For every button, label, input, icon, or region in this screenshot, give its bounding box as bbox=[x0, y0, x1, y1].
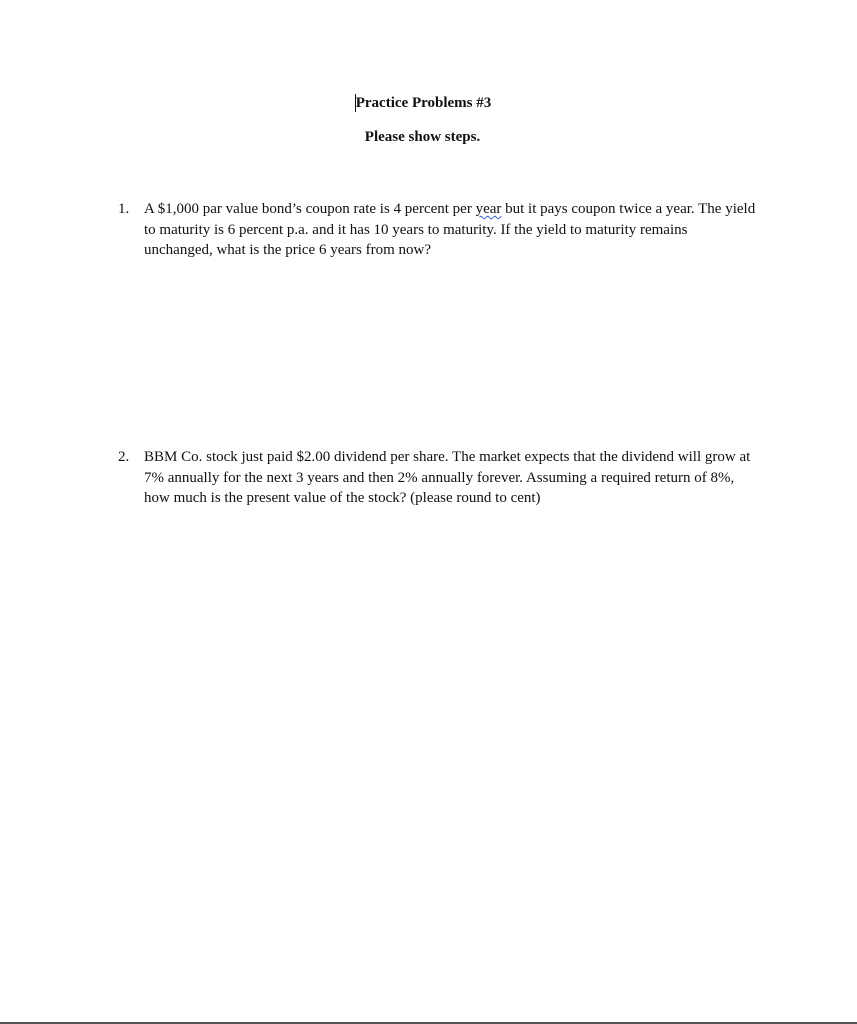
problem-text-part: A $1,000 par value bond’s coupon rate is 4 percent per bbox=[144, 201, 476, 217]
page-title bbox=[0, 93, 857, 113]
problem-text bbox=[144, 199, 758, 261]
title-text-wrapper[interactable] bbox=[356, 93, 492, 113]
problem-item-1 bbox=[118, 199, 758, 261]
spellcheck-flagged-word[interactable]: year bbox=[475, 201, 502, 217]
problem-text: BBM Co. stock just paid $2.00 dividend per share. The market expects that the dividend will grow at 7% annually for the next 3 years and then 2% annually forever. Assuming a required return of 8%, how much is the present value of the stock? (please round to cent) bbox=[144, 449, 751, 506]
problem-text-part: but it pays coupon twice a year. The yield to maturity is 6 percent p.a. and it has 10 years to maturity. If the yield to maturity remains unchanged, what is the price 6 years from now? bbox=[144, 201, 756, 258]
page-subtitle: Please show steps. bbox=[364, 129, 481, 145]
problem-item-2 bbox=[118, 447, 758, 509]
problem-number: 1. bbox=[118, 201, 130, 217]
text-cursor bbox=[355, 94, 356, 112]
problem-number: 2. bbox=[118, 449, 130, 465]
title-text: Practice Problems #3 bbox=[355, 95, 492, 111]
